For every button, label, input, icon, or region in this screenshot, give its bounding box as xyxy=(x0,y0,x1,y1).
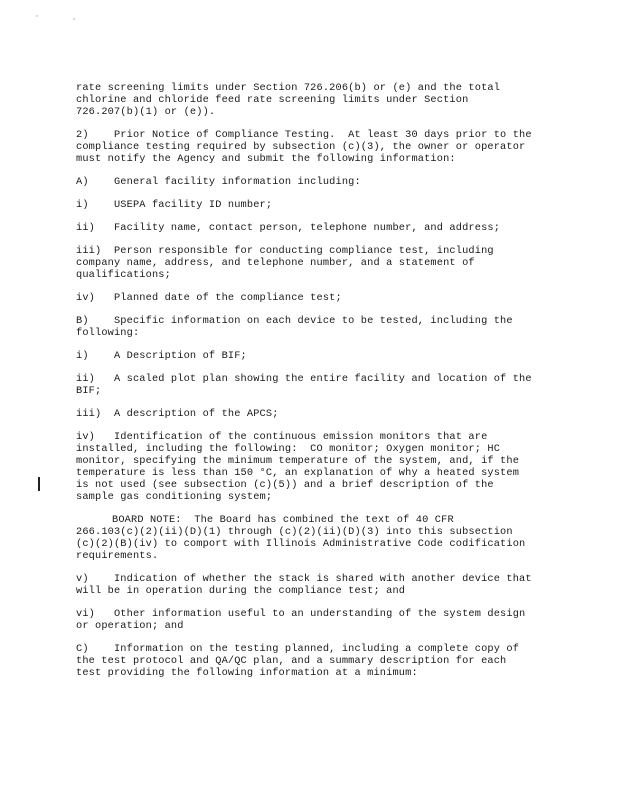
item-b-ii: ii) A scaled plot plan showing the entire facility and location of the BIF; xyxy=(76,373,532,397)
item-b-device-info: B) Specific information on each device to be tested, including the following: xyxy=(76,315,513,339)
item-a-ii: ii) Facility name, contact person, telephone number, and address; xyxy=(76,222,501,234)
paragraph-continuation: rate screening limits under Section 726.206(b) or (e) and the total chlorine and chloride feed rate screening limits under Section 726.207(b)(1) or (e)). xyxy=(76,82,501,118)
scan-mark: , xyxy=(73,13,76,21)
item-b-iii: iii) A description of the APCS; xyxy=(76,408,279,420)
item-b-vi: vi) Other information useful to an understanding of the system design or operation; and xyxy=(76,608,526,632)
item-a-iii: iii) Person responsible for conducting compliance test, including company name, address, and telephone number, and a statement of qualifications; xyxy=(76,245,494,281)
scan-mark: ' xyxy=(36,14,38,22)
item-a-iv: iv) Planned date of the compliance test; xyxy=(76,292,342,304)
item-b-i: i) A Description of BIF; xyxy=(76,350,247,362)
paragraph-prior-notice: 2) Prior Notice of Compliance Testing. At least 30 days prior to the compliance testing required by subsection (c)(3), the owner or operator must notify the Agency and submit the following information: xyxy=(76,129,532,165)
change-bar-marker xyxy=(38,477,40,491)
item-a-i: i) USEPA facility ID number; xyxy=(76,199,273,211)
item-b-v: v) Indication of whether the stack is shared with another device that will be in operation during the compliance test; and xyxy=(76,573,532,597)
item-b-iv: iv) Identification of the continuous emission monitors that are installed, including the following: CO monitor; Oxygen monitor; HC monitor, specifying the minimum temperature of the system, and, if the temperature is less than 150 °C, an explanation of why a heated system is not used (see subsection (c)(5)) and a brief description of the sample gas conditioning system; xyxy=(76,431,520,503)
item-a-general-info: A) General facility information including: xyxy=(76,176,361,188)
document-body xyxy=(76,82,542,690)
board-note: BOARD NOTE: The Board has combined the text of 40 CFR 266.103(c)(2)(ii)(D)(1) through (c)(2)(ii)(D)(3) into this subsection (c)(2)(B)(iv) to comport with Illinois Administrative Code codification requirements. xyxy=(76,514,526,562)
item-c-testing-info: C) Information on the testing planned, including a complete copy of the test protocol and QA/QC plan, and a summary description for each test providing the following information at a minimum: xyxy=(76,643,520,679)
